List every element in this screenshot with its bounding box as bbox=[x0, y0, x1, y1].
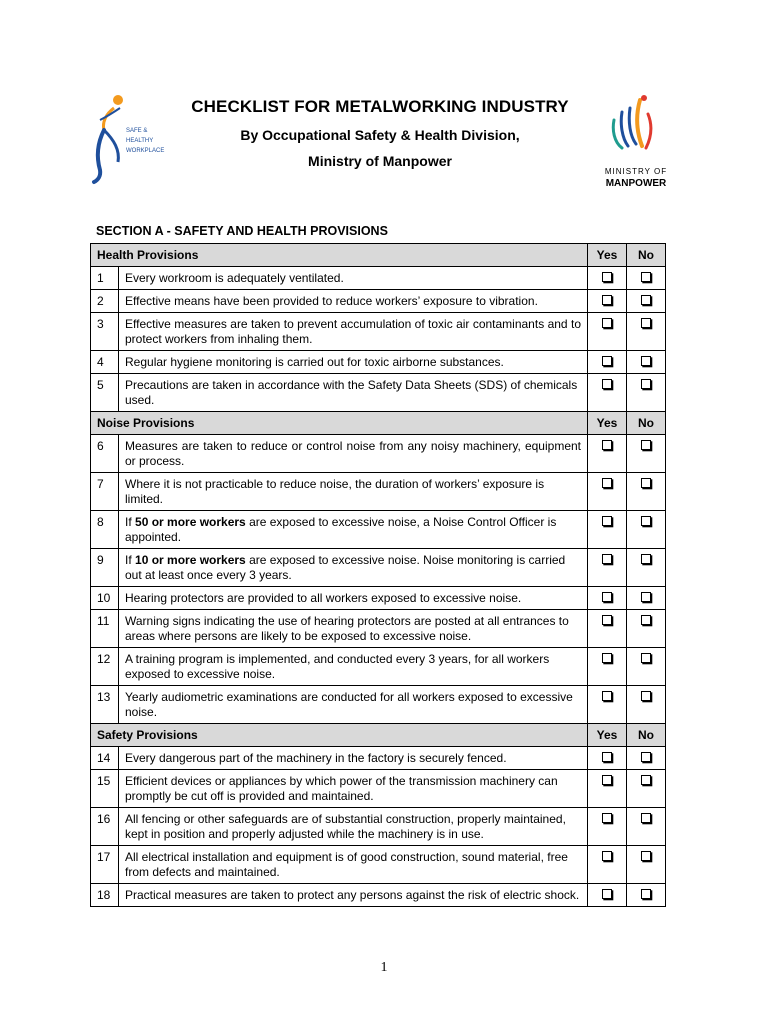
yes-checkbox[interactable] bbox=[602, 889, 612, 899]
no-cell bbox=[627, 686, 666, 724]
document-subtitle-division: By Occupational Safety & Health Division, bbox=[240, 127, 520, 143]
item-number: 17 bbox=[91, 846, 119, 884]
item-text: If 50 or more workers are exposed to excessive noise, a Noise Control Officer is appointed. bbox=[119, 511, 588, 549]
yes-cell bbox=[588, 610, 627, 648]
yes-checkbox[interactable] bbox=[602, 592, 612, 602]
checklist-row bbox=[91, 351, 666, 374]
yes-checkbox[interactable] bbox=[602, 478, 612, 488]
yes-cell bbox=[588, 351, 627, 374]
yes-checkbox[interactable] bbox=[602, 379, 612, 389]
checklist-row bbox=[91, 473, 666, 511]
yes-cell bbox=[588, 846, 627, 884]
yes-checkbox[interactable] bbox=[602, 615, 612, 625]
header bbox=[170, 97, 590, 169]
yes-checkbox[interactable] bbox=[602, 272, 612, 282]
item-text: Measures are taken to reduce or control noise from any noisy machinery, equipment or process. bbox=[119, 435, 588, 473]
yes-checkbox[interactable] bbox=[602, 775, 612, 785]
checklist-row bbox=[91, 648, 666, 686]
item-text: All fencing or other safeguards are of substantial construction, properly maintained, kept in position and properly adjusted while the machinery is in use. bbox=[119, 808, 588, 846]
no-checkbox[interactable] bbox=[641, 592, 651, 602]
item-text: Every dangerous part of the machinery in the factory is securely fenced. bbox=[119, 747, 588, 770]
yes-checkbox[interactable] bbox=[602, 813, 612, 823]
item-number: 3 bbox=[91, 313, 119, 351]
yes-checkbox[interactable] bbox=[602, 554, 612, 564]
item-number: 12 bbox=[91, 648, 119, 686]
item-number: 8 bbox=[91, 511, 119, 549]
yes-checkbox[interactable] bbox=[602, 356, 612, 366]
item-number: 6 bbox=[91, 435, 119, 473]
item-number: 5 bbox=[91, 374, 119, 412]
item-number: 9 bbox=[91, 549, 119, 587]
no-checkbox[interactable] bbox=[641, 554, 651, 564]
item-number: 2 bbox=[91, 290, 119, 313]
no-column-header: No bbox=[627, 244, 666, 267]
document-subtitle-ministry: Ministry of Manpower bbox=[308, 153, 452, 169]
no-checkbox[interactable] bbox=[641, 653, 651, 663]
checklist-row bbox=[91, 313, 666, 351]
no-cell bbox=[627, 267, 666, 290]
group-header bbox=[91, 724, 666, 747]
yes-cell bbox=[588, 511, 627, 549]
checklist-row bbox=[91, 846, 666, 884]
logo-right-line-2: MANPOWER bbox=[605, 178, 667, 189]
item-text: Effective measures are taken to prevent accumulation of toxic air contaminants and to protect workers from inhaling them. bbox=[119, 313, 588, 351]
yes-checkbox[interactable] bbox=[602, 691, 612, 701]
checklist-row bbox=[91, 884, 666, 907]
item-number: 16 bbox=[91, 808, 119, 846]
no-checkbox[interactable] bbox=[641, 379, 651, 389]
no-cell bbox=[627, 549, 666, 587]
item-text: Effective means have been provided to reduce workers’ exposure to vibration. bbox=[119, 290, 588, 313]
group-label: Safety Provisions bbox=[91, 724, 588, 747]
no-checkbox[interactable] bbox=[641, 691, 651, 701]
checklist-row bbox=[91, 747, 666, 770]
logo-left-line-2: HEALTHY bbox=[126, 138, 154, 144]
logo-left-line-3: WORKPLACE bbox=[126, 148, 165, 154]
checklist-table bbox=[90, 243, 666, 907]
yes-cell bbox=[588, 808, 627, 846]
no-cell bbox=[627, 747, 666, 770]
no-cell bbox=[627, 808, 666, 846]
checklist-row bbox=[91, 808, 666, 846]
safe-healthy-workplace-logo bbox=[88, 90, 168, 186]
no-checkbox[interactable] bbox=[641, 478, 651, 488]
yes-cell bbox=[588, 374, 627, 412]
no-cell bbox=[627, 313, 666, 351]
ministry-of-manpower-logo bbox=[596, 90, 676, 190]
item-text: Practical measures are taken to protect any persons against the risk of electric shock. bbox=[119, 884, 588, 907]
no-cell bbox=[627, 473, 666, 511]
no-cell bbox=[627, 511, 666, 549]
item-number: 13 bbox=[91, 686, 119, 724]
yes-cell bbox=[588, 549, 627, 587]
yes-checkbox[interactable] bbox=[602, 516, 612, 526]
checklist-row bbox=[91, 610, 666, 648]
document-title: CHECKLIST FOR METALWORKING INDUSTRY bbox=[191, 97, 569, 116]
item-text: All electrical installation and equipment is of good construction, sound material, free from defects and maintained. bbox=[119, 846, 588, 884]
item-text: Every workroom is adequately ventilated. bbox=[119, 267, 588, 290]
yes-cell bbox=[588, 435, 627, 473]
no-cell bbox=[627, 351, 666, 374]
no-checkbox[interactable] bbox=[641, 516, 651, 526]
item-text: If 10 or more workers are exposed to excessive noise. Noise monitoring is carried out at least once every 3 years. bbox=[119, 549, 588, 587]
yes-cell bbox=[588, 686, 627, 724]
checklist-row bbox=[91, 267, 666, 290]
yes-checkbox[interactable] bbox=[602, 752, 612, 762]
yes-checkbox[interactable] bbox=[602, 653, 612, 663]
yes-column-header: Yes bbox=[588, 724, 627, 747]
group-label: Noise Provisions bbox=[91, 412, 588, 435]
checklist-row bbox=[91, 587, 666, 610]
yes-column-header: Yes bbox=[588, 244, 627, 267]
item-number: 7 bbox=[91, 473, 119, 511]
no-cell bbox=[627, 846, 666, 884]
no-cell bbox=[627, 610, 666, 648]
no-cell bbox=[627, 290, 666, 313]
no-column-header: No bbox=[627, 724, 666, 747]
item-text: A training program is implemented, and conducted every 3 years, for all workers exposed to excessive noise. bbox=[119, 648, 588, 686]
no-cell bbox=[627, 770, 666, 808]
item-text: Hearing protectors are provided to all workers exposed to excessive noise. bbox=[119, 587, 588, 610]
checklist-row bbox=[91, 374, 666, 412]
item-text-emphasis: 50 or more workers bbox=[135, 515, 246, 529]
item-text: Where it is not practicable to reduce noise, the duration of workers’ exposure is limited. bbox=[119, 473, 588, 511]
checklist-row bbox=[91, 511, 666, 549]
checklist-row bbox=[91, 290, 666, 313]
yes-cell bbox=[588, 770, 627, 808]
checklist-row bbox=[91, 770, 666, 808]
group-header bbox=[91, 412, 666, 435]
no-checkbox[interactable] bbox=[641, 272, 651, 282]
item-number: 15 bbox=[91, 770, 119, 808]
no-checkbox[interactable] bbox=[641, 775, 651, 785]
checklist-row bbox=[91, 549, 666, 587]
item-number: 4 bbox=[91, 351, 119, 374]
yes-cell bbox=[588, 267, 627, 290]
yes-cell bbox=[588, 648, 627, 686]
no-checkbox[interactable] bbox=[641, 752, 651, 762]
item-number: 18 bbox=[91, 884, 119, 907]
no-cell bbox=[627, 374, 666, 412]
item-text: Yearly audiometric examinations are conducted for all workers exposed to excessive noise. bbox=[119, 686, 588, 724]
group-label: Health Provisions bbox=[91, 244, 588, 267]
yes-checkbox[interactable] bbox=[602, 440, 612, 450]
group-header bbox=[91, 244, 666, 267]
no-checkbox[interactable] bbox=[641, 889, 651, 899]
no-checkbox[interactable] bbox=[641, 615, 651, 625]
no-column-header: No bbox=[627, 412, 666, 435]
item-text: Warning signs indicating the use of hearing protectors are posted at all entrances to areas where persons are likely to be exposed to excessive noise. bbox=[119, 610, 588, 648]
checklist-row bbox=[91, 435, 666, 473]
logo-right-line-1: MINISTRY OF bbox=[604, 167, 668, 176]
item-text: Regular hygiene monitoring is carried out for toxic airborne substances. bbox=[119, 351, 588, 374]
no-cell bbox=[627, 435, 666, 473]
item-text-emphasis: 10 or more workers bbox=[135, 553, 246, 567]
logo-left-line-1: SAFE & bbox=[126, 128, 148, 134]
section-title: SECTION A - SAFETY AND HEALTH PROVISIONS bbox=[96, 224, 388, 238]
yes-cell bbox=[588, 473, 627, 511]
no-checkbox[interactable] bbox=[641, 813, 651, 823]
item-text: Precautions are taken in accordance with the Safety Data Sheets (SDS) of chemicals used. bbox=[119, 374, 588, 412]
no-checkbox[interactable] bbox=[641, 356, 651, 366]
page-number: 1 bbox=[380, 960, 388, 975]
no-checkbox[interactable] bbox=[641, 295, 651, 305]
checklist-row bbox=[91, 686, 666, 724]
yes-cell bbox=[588, 313, 627, 351]
yes-checkbox[interactable] bbox=[602, 318, 612, 328]
item-number: 1 bbox=[91, 267, 119, 290]
item-number: 10 bbox=[91, 587, 119, 610]
item-number: 11 bbox=[91, 610, 119, 648]
yes-column-header: Yes bbox=[588, 412, 627, 435]
yes-cell bbox=[588, 884, 627, 907]
no-cell bbox=[627, 587, 666, 610]
yes-cell bbox=[588, 290, 627, 313]
no-checkbox[interactable] bbox=[641, 440, 651, 450]
yes-checkbox[interactable] bbox=[602, 295, 612, 305]
no-cell bbox=[627, 648, 666, 686]
item-text: Efficient devices or appliances by which power of the transmission machinery can promptly be cut off is provided and maintained. bbox=[119, 770, 588, 808]
no-checkbox[interactable] bbox=[641, 851, 651, 861]
yes-checkbox[interactable] bbox=[602, 851, 612, 861]
yes-cell bbox=[588, 587, 627, 610]
no-cell bbox=[627, 884, 666, 907]
no-checkbox[interactable] bbox=[641, 318, 651, 328]
item-number: 14 bbox=[91, 747, 119, 770]
yes-cell bbox=[588, 747, 627, 770]
